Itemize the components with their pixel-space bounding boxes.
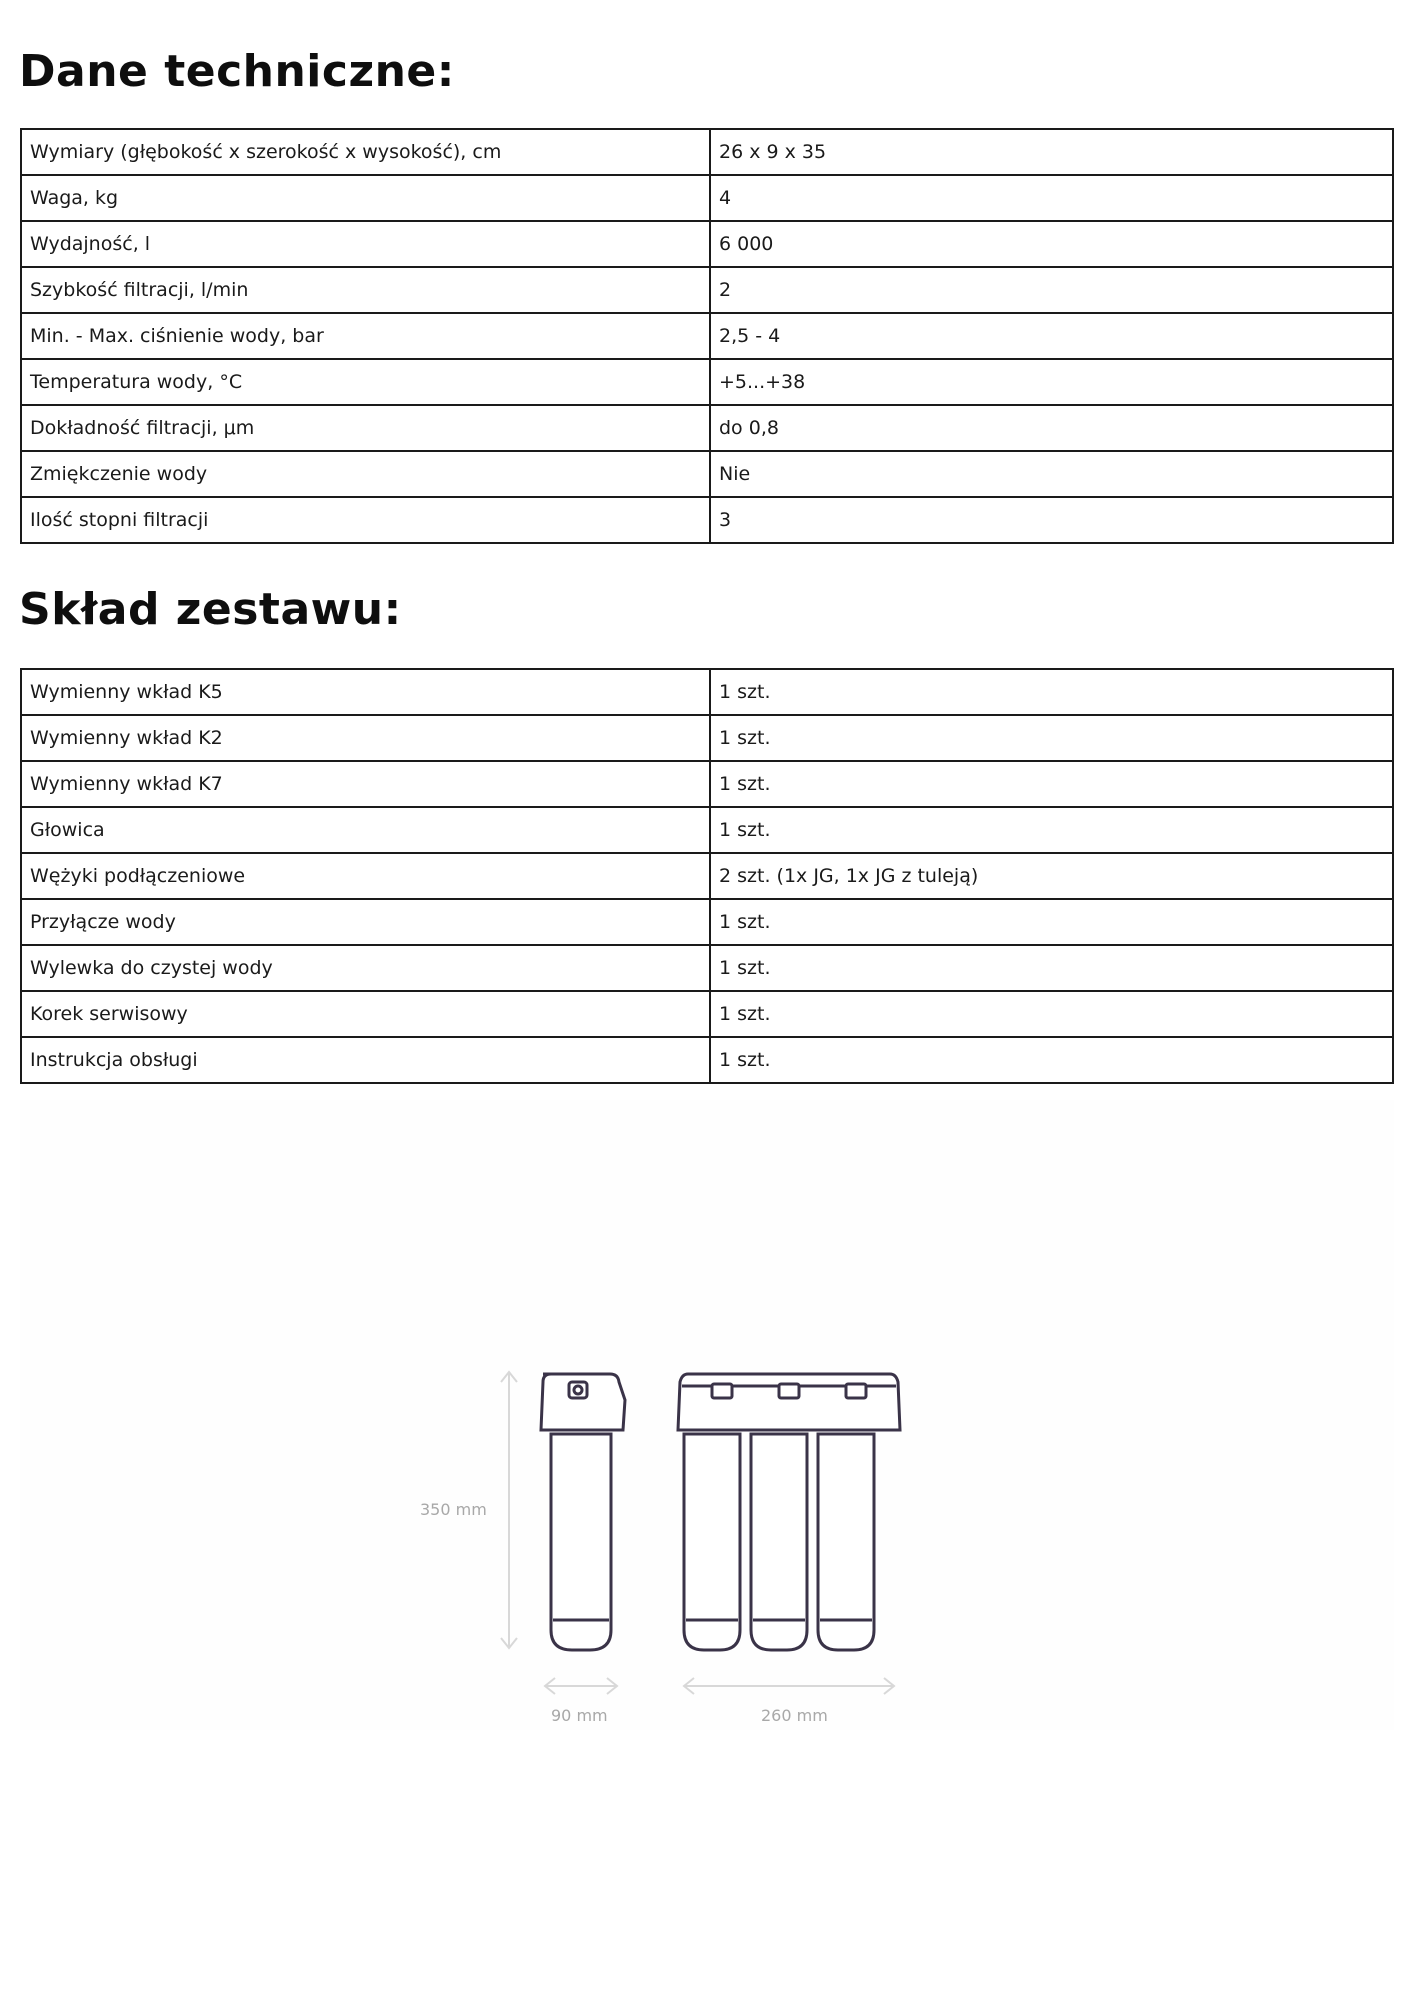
table-row — [21, 129, 1393, 175]
kit-item-quantity: 1 szt. — [710, 899, 1393, 945]
spec-label: Wymiary (głębokość x szerokość x wysokość), cm — [21, 129, 710, 175]
spec-value: 2 — [710, 267, 1393, 313]
kit-item-quantity: 1 szt. — [710, 945, 1393, 991]
kit-contents-table — [20, 668, 1394, 1084]
spec-label: Zmiękczenie wody — [21, 451, 710, 497]
spec-label: Dokładność filtracji, μm — [21, 405, 710, 451]
spec-value: 6 000 — [710, 221, 1393, 267]
kit-item-label: Korek serwisowy — [21, 991, 710, 1037]
triple-filter-housing — [678, 1374, 900, 1650]
kit-item-quantity: 2 szt. (1x JG, 1x JG z tuleją) — [710, 853, 1393, 899]
table-row — [21, 175, 1393, 221]
kit-item-label: Wymienny wkład K5 — [21, 669, 710, 715]
technical-data-rows — [21, 129, 1393, 543]
kit-item-label: Wymienny wkład K2 — [21, 715, 710, 761]
height-dimension-arrow — [501, 1372, 517, 1648]
triple-width-dimension-label: 260 mm — [761, 1706, 828, 1725]
table-row — [21, 807, 1393, 853]
technical-data-table — [20, 128, 1394, 544]
table-row — [21, 669, 1393, 715]
table-row — [21, 899, 1393, 945]
kit-contents-title: Skład zestawu: — [19, 584, 402, 635]
spec-label: Szybkość filtracji, l/min — [21, 267, 710, 313]
table-row — [21, 497, 1393, 543]
kit-item-quantity: 1 szt. — [710, 669, 1393, 715]
table-row — [21, 267, 1393, 313]
table-row — [21, 761, 1393, 807]
spec-value: 3 — [710, 497, 1393, 543]
kit-item-quantity: 1 szt. — [710, 807, 1393, 853]
spec-label: Temperatura wody, °C — [21, 359, 710, 405]
single-filter-housing — [541, 1374, 625, 1650]
kit-item-quantity: 1 szt. — [710, 991, 1393, 1037]
table-row — [21, 853, 1393, 899]
kit-item-label: Wężyki podłączeniowe — [21, 853, 710, 899]
kit-item-quantity: 1 szt. — [710, 1037, 1393, 1083]
kit-item-label: Wymienny wkład K7 — [21, 761, 710, 807]
filter-drawing — [20, 1100, 1394, 1730]
technical-data-title: Dane techniczne: — [19, 46, 455, 97]
table-row — [21, 451, 1393, 497]
spec-value: 2,5 - 4 — [710, 313, 1393, 359]
width-dimension-arrows — [545, 1678, 894, 1694]
kit-item-label: Przyłącze wody — [21, 899, 710, 945]
table-row — [21, 945, 1393, 991]
spec-value: 4 — [710, 175, 1393, 221]
table-row — [21, 221, 1393, 267]
table-row — [21, 991, 1393, 1037]
spec-label: Ilość stopni filtracji — [21, 497, 710, 543]
table-row — [21, 405, 1393, 451]
spec-value: 26 x 9 x 35 — [710, 129, 1393, 175]
spec-label: Waga, kg — [21, 175, 710, 221]
kit-item-label: Głowica — [21, 807, 710, 853]
table-row — [21, 313, 1393, 359]
spec-value: +5...+38 — [710, 359, 1393, 405]
table-row — [21, 359, 1393, 405]
kit-item-label: Wylewka do czystej wody — [21, 945, 710, 991]
kit-contents-rows — [21, 669, 1393, 1083]
kit-item-label: Instrukcja obsługi — [21, 1037, 710, 1083]
spec-value: do 0,8 — [710, 405, 1393, 451]
table-row — [21, 715, 1393, 761]
height-dimension-label: 350 mm — [420, 1500, 487, 1519]
spec-value: Nie — [710, 451, 1393, 497]
kit-item-quantity: 1 szt. — [710, 761, 1393, 807]
spec-label: Min. - Max. ciśnienie wody, bar — [21, 313, 710, 359]
kit-item-quantity: 1 szt. — [710, 715, 1393, 761]
table-row — [21, 1037, 1393, 1083]
single-width-dimension-label: 90 mm — [551, 1706, 608, 1725]
filter-dimensions-diagram — [20, 1100, 1394, 1730]
spec-label: Wydajność, l — [21, 221, 710, 267]
